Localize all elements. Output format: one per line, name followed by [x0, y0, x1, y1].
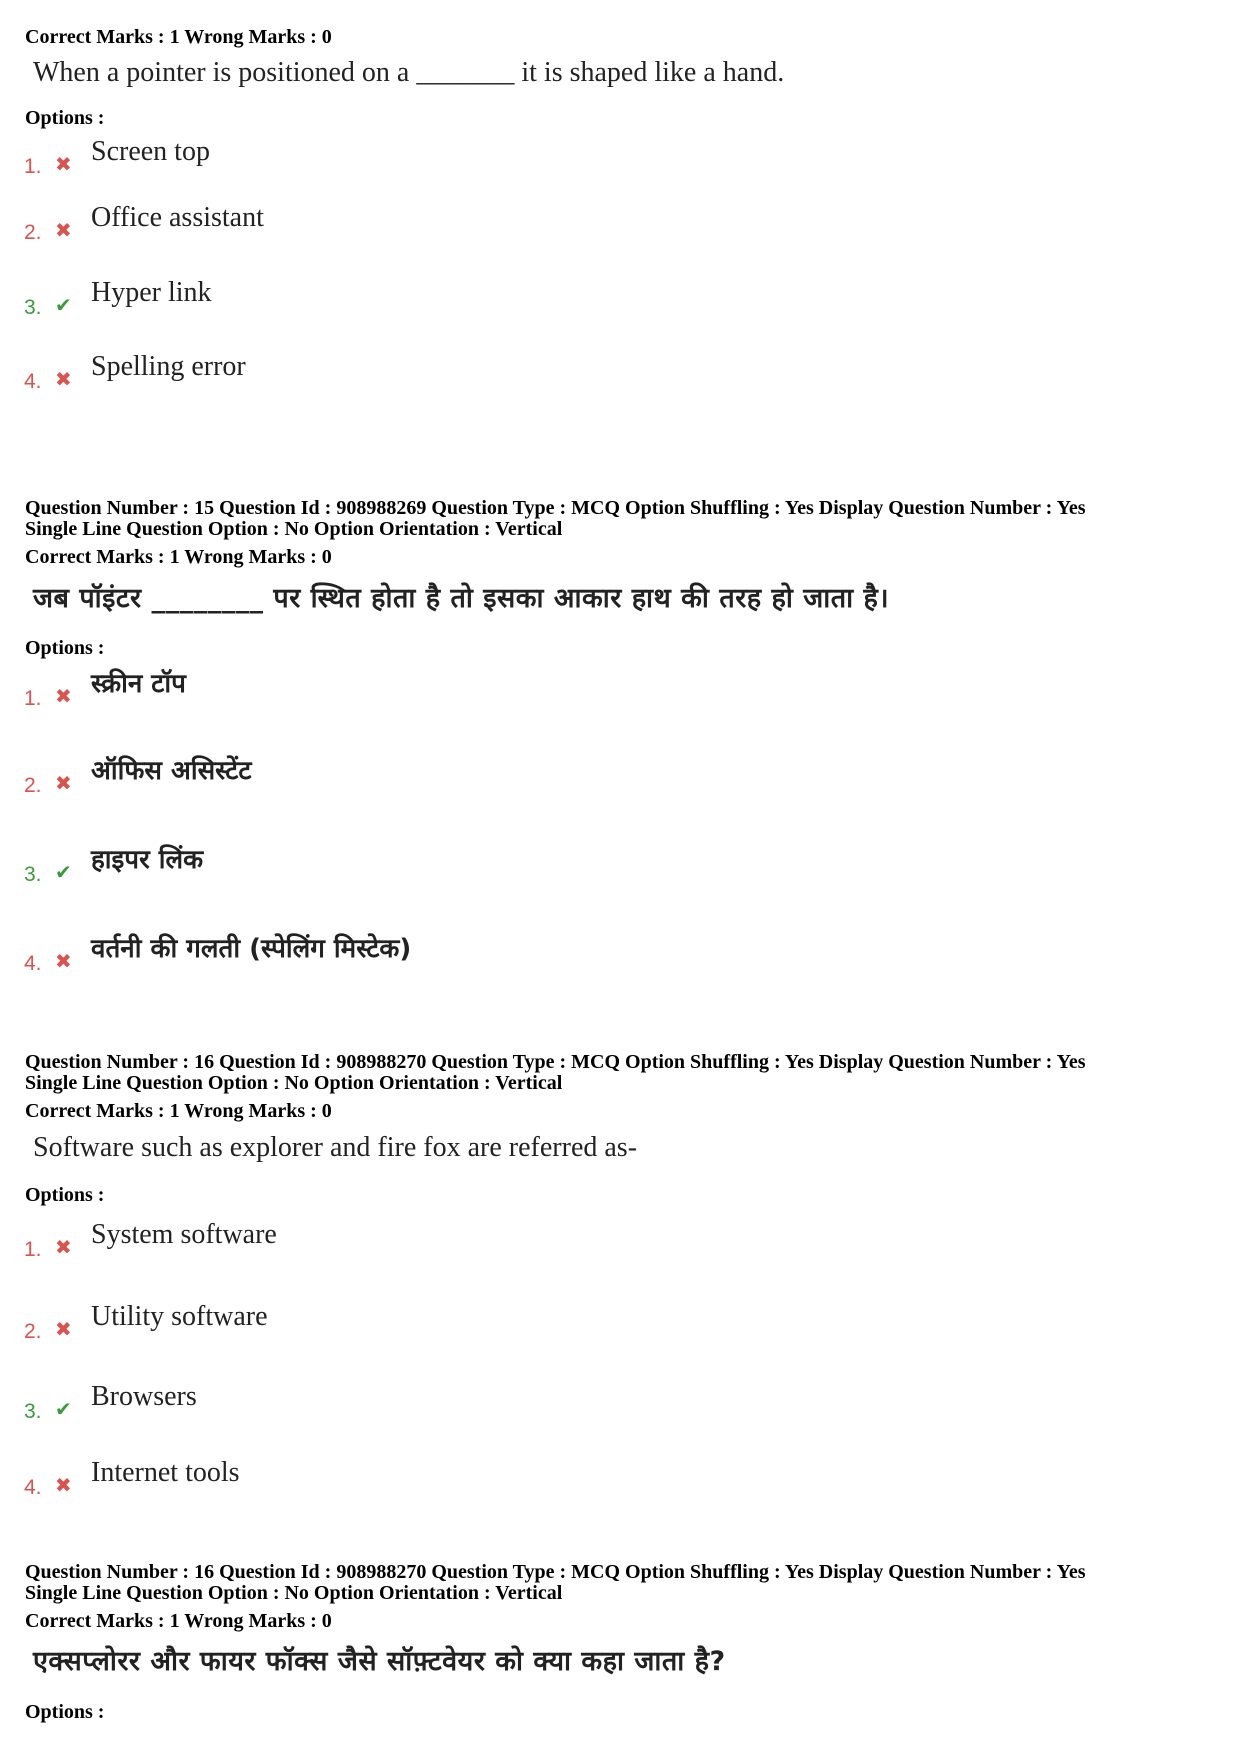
option-4 — [24, 353, 824, 393]
cross-icon: ✖ — [55, 152, 72, 176]
option-text: Screen top — [91, 136, 210, 167]
check-icon: ✔ — [55, 860, 72, 884]
question-header-line2: Single Line Question Option : No Option Orientation : Vertical — [25, 518, 563, 540]
options-label: Options : — [25, 107, 105, 129]
option-number: 3. — [24, 863, 42, 886]
option-1 — [24, 670, 824, 710]
options-label: Options : — [25, 1184, 105, 1206]
cross-icon: ✖ — [55, 1317, 72, 1341]
marks-line: Correct Marks : 1 Wrong Marks : 0 — [25, 1100, 332, 1122]
cross-icon: ✖ — [55, 684, 72, 708]
option-number: 1. — [24, 687, 42, 710]
cross-icon: ✖ — [55, 218, 72, 242]
option-text: Spelling error — [91, 351, 246, 382]
option-text: Utility software — [91, 1301, 268, 1332]
option-text: हाइपर लिंक — [91, 845, 204, 875]
option-text: Hyper link — [91, 277, 212, 308]
cross-icon: ✖ — [55, 367, 72, 391]
cross-icon: ✖ — [55, 1473, 72, 1497]
question-text: एक्सप्लोरर और फायर फॉक्स जैसे सॉफ़्टवेयर को क्या कहा जाता है? — [33, 1646, 726, 1677]
question-text: When a pointer is positioned on a _______ it is shaped like a hand. — [33, 57, 785, 88]
option-2 — [24, 204, 824, 244]
option-text: Internet tools — [91, 1457, 240, 1488]
option-1 — [24, 1221, 824, 1261]
option-4 — [24, 1459, 824, 1499]
cross-icon: ✖ — [55, 1235, 72, 1259]
option-number: 1. — [24, 155, 42, 178]
options-label: Options : — [25, 637, 105, 659]
option-number: 4. — [24, 370, 42, 393]
option-3 — [24, 1383, 824, 1423]
marks-line: Correct Marks : 1 Wrong Marks : 0 — [25, 1610, 332, 1632]
check-icon: ✔ — [55, 1397, 72, 1421]
option-2 — [24, 1303, 824, 1343]
marks-line: Correct Marks : 1 Wrong Marks : 0 — [25, 546, 332, 568]
question-header-line1: Question Number : 16 Question Id : 908988270 Question Type : MCQ Option Shuffling : Yes Display Question Number : Yes — [25, 1561, 1086, 1583]
option-3 — [24, 846, 824, 886]
cross-icon: ✖ — [55, 771, 72, 795]
option-number: 3. — [24, 1400, 42, 1423]
question-text: Software such as explorer and fire fox are referred as- — [33, 1132, 638, 1163]
question-text: जब पॉइंटर ________ पर स्थित होता है तो इसका आकार हाथ की तरह हो जाता है। — [33, 583, 890, 614]
question-header-line1: Question Number : 16 Question Id : 908988270 Question Type : MCQ Option Shuffling : Yes Display Question Number : Yes — [25, 1051, 1086, 1073]
question-header-line2: Single Line Question Option : No Option Orientation : Vertical — [25, 1582, 563, 1604]
option-2 — [24, 757, 824, 797]
option-number: 1. — [24, 1238, 42, 1261]
option-number: 3. — [24, 296, 42, 319]
option-1 — [24, 138, 824, 178]
option-text: ऑफिस असिस्टेंट — [91, 756, 252, 786]
option-number: 4. — [24, 952, 42, 975]
cross-icon: ✖ — [55, 949, 72, 973]
option-number: 2. — [24, 1320, 42, 1343]
option-text: Browsers — [91, 1381, 197, 1412]
option-number: 4. — [24, 1476, 42, 1499]
options-label: Options : — [25, 1701, 105, 1723]
option-text: Office assistant — [91, 202, 264, 233]
marks-line: Correct Marks : 1 Wrong Marks : 0 — [25, 26, 332, 48]
question-header-line2: Single Line Question Option : No Option Orientation : Vertical — [25, 1072, 563, 1094]
option-number: 2. — [24, 221, 42, 244]
option-number: 2. — [24, 774, 42, 797]
option-text: वर्तनी की गलती (स्पेलिंग मिस्टेक) — [91, 934, 412, 964]
question-header-line1: Question Number : 15 Question Id : 908988269 Question Type : MCQ Option Shuffling : Yes Display Question Number : Yes — [25, 497, 1086, 519]
option-text: System software — [91, 1219, 277, 1250]
option-4 — [24, 935, 824, 975]
option-3 — [24, 279, 824, 319]
option-text: स्क्रीन टॉप — [91, 669, 186, 699]
check-icon: ✔ — [55, 293, 72, 317]
